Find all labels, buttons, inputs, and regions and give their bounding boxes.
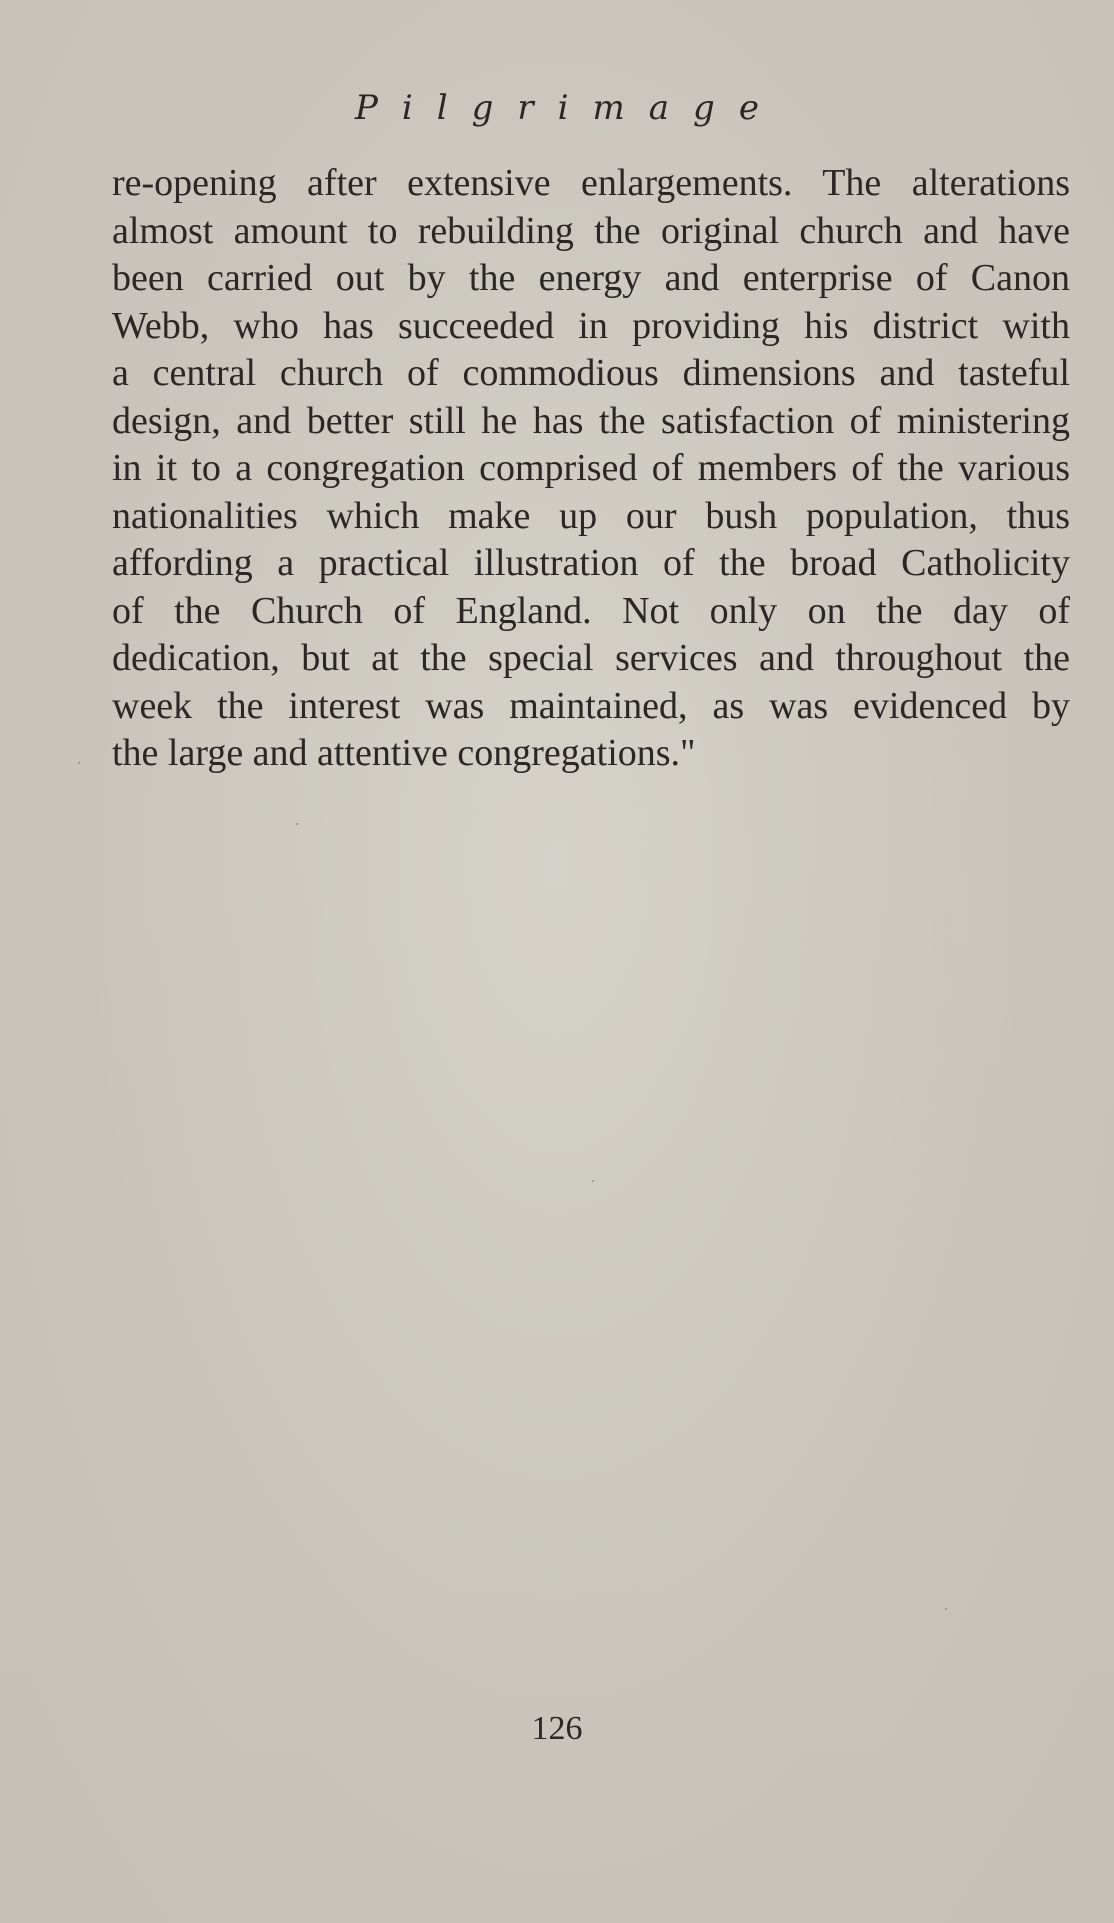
body-paragraph [112, 160, 1070, 778]
text-line: nationalities which make up our bush population, thus [112, 494, 1070, 537]
text-line: dedication, but at the special services and throughout the [112, 637, 1070, 679]
text-line: of the Church of England. Not only on the day of [112, 589, 1070, 632]
text-line: almost amount to rebuilding the original church and have [112, 209, 1070, 252]
text-line: re-opening after extensive enlargements. The alterations [112, 162, 1070, 204]
text-line: been carried out by the energy and enterprise of Canon [112, 257, 1070, 299]
text-line: Webb, who has succeeded in providing his district with [112, 304, 1070, 347]
paper-speck [78, 762, 80, 764]
page-number: 126 [531, 1710, 583, 1747]
paper-speck [592, 1180, 594, 1182]
text-line: week the interest was maintained, as was evidenced by [112, 684, 1070, 727]
paper-speck [296, 823, 298, 825]
text-line: design, and better still he has the satisfaction of ministering [112, 399, 1070, 442]
running-head: Pilgrimage [355, 88, 783, 128]
text-line: in it to a congregation comprised of members of the various [112, 447, 1070, 489]
text-line: affording a practical illustration of the broad Catholicity [112, 542, 1070, 584]
text-line: the large and attentive congregations." [112, 732, 696, 774]
paper-speck [945, 1608, 947, 1610]
text-line: a central church of commodious dimensions and tasteful [112, 352, 1070, 394]
